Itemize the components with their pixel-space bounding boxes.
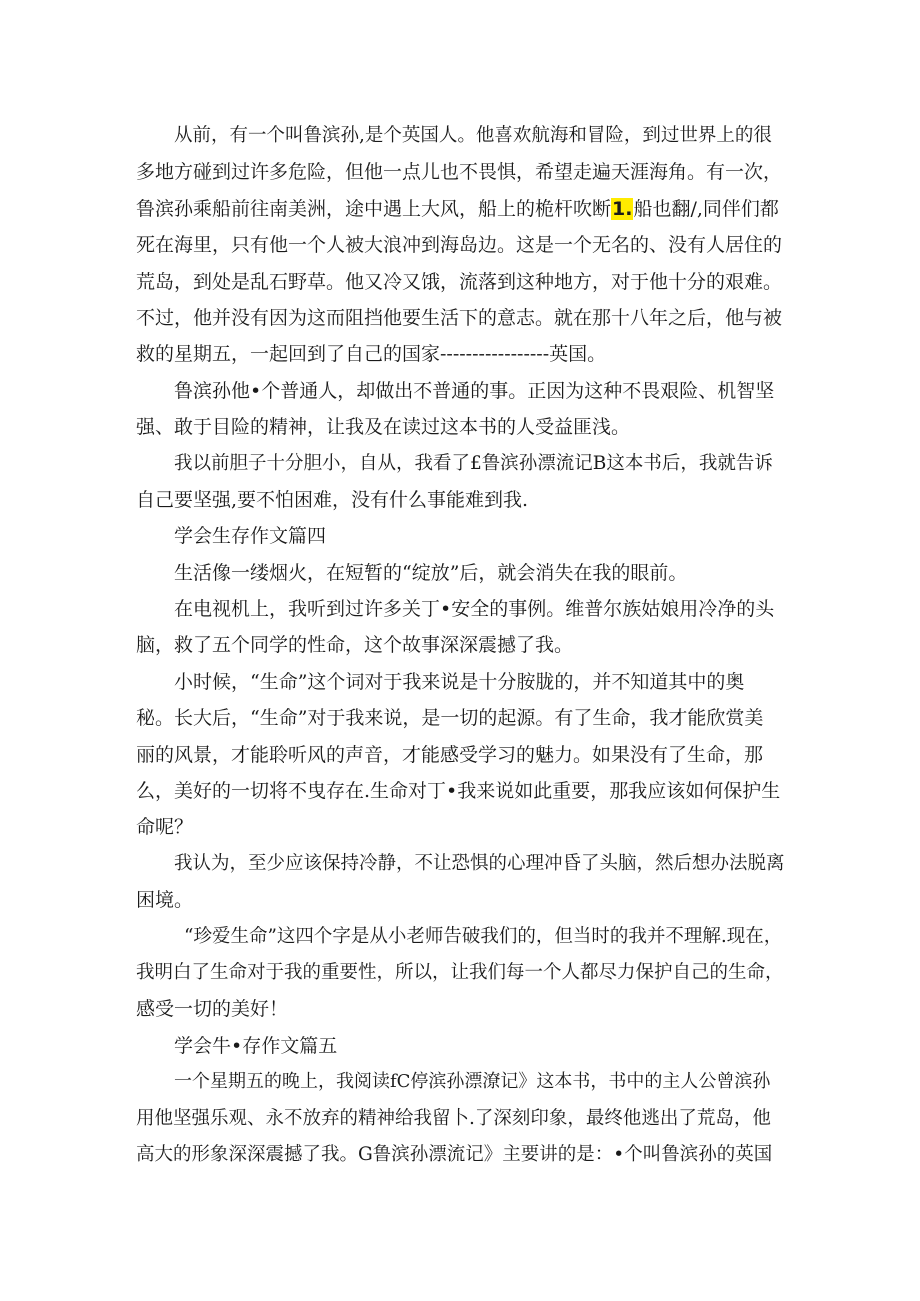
text-line: 鲁滨孙他•个普通人，却做出不普通的事。正因为这种不畏艰险、机智坚: [174, 379, 775, 402]
text-line: 高大的形象深深震撼了我。G鲁滨孙漂流记》主要讲的是：•个叫鲁滨孙的英国: [136, 1143, 773, 1165]
highlighted-number: 1.: [612, 197, 633, 220]
text-line: 一个星期五的晚上，我阅读fC停滨孙漂潦记》这本书，书中的主人公曾滨孙: [174, 1071, 771, 1093]
text-line: 我认为，至少应该保持冷静，不让恐惧的心理冲昏了头脑，然后想办法脱离: [174, 852, 785, 874]
text-line: 生活像一缕烟火，在短暂的“绽放”后，就会消失在我的眼前。: [174, 561, 688, 584]
section-heading: 学会生存作文篇四: [174, 525, 327, 548]
essay-text: [136, 118, 786, 1173]
text-line: 小时候，“生命”这个词对于我来说是十分胺胧的，并不知道其中的奥: [174, 670, 745, 693]
text-line: 在电视机上，我听到过许多关丁•安全的事例。维普尔族姑娘用冷净的头: [174, 598, 775, 621]
text-line: 脑，救了五个同学的性命，这个故事深深震撼了我。: [136, 634, 574, 657]
text-line: 多地方碰到过许多危险，但他一点儿也不畏惧，希望走遍天涯海角。有一次，: [136, 161, 783, 184]
text-segment: 船也翻/,同伴们都: [633, 197, 779, 220]
text-line: 不过，他并没有因为这而阻挡他要生活下的意志。就在那十八年之后，他与被: [136, 306, 783, 329]
section-heading: 学会牛•存作文篇五: [174, 1034, 338, 1057]
text-line: 丽的风景，才能聆听风的声音，才能感受学习的魅力。如果没有了生命，那: [136, 743, 764, 766]
text-line: 荒岛，到处是乱石野草。他又冷又饿，流落到这种地方，对于他十分的艰难。: [136, 270, 783, 293]
text-line: 困境。: [136, 889, 194, 912]
text-line: [136, 191, 786, 227]
text-line: “珍爱生命”这四个字是从小老师告破我们的，但当时的我并不理解.现在，: [184, 925, 783, 947]
text-line: 我以前胆子十分胆小，自从，我看了£鲁滨孙漂流记B这本书后，我就告诉: [174, 452, 773, 474]
text-line: 从前，有一个叫鲁滨孙,是个英国人。他喜欢航海和冒险，到过世界上的很: [174, 125, 772, 146]
text-line: 秘。长大后，“生命”对于我来说，是一切的起源。有了生命，我才能欣赏美: [136, 707, 764, 730]
text-line: 用他坚强乐观、永不放弃的精神给我留卜.了深刻印象，最终他逃出了荒岛，他: [136, 1107, 771, 1129]
text-line: 感受一切的美好！: [136, 998, 289, 1021]
text-line: 死在海里，只有他一个人被大浪冲到海岛边。这是一个无名的、没有人居住的: [136, 234, 783, 257]
text-line: 强、敢于目险的精神，让我及在读过这本书的人受益匪浅。: [136, 416, 631, 439]
text-line: 救的星期五，一起回到了自己的国家-----------------英国。: [136, 343, 607, 366]
text-segment: 鲁滨孙乘船前往南美洲，途中遇上大风，船上的桅杆吹断: [136, 197, 612, 220]
text-line: 我明白了生命对于我的重要性，所以，让我们每一个人都尽力保护自己的生命，: [136, 961, 784, 983]
text-line: 命呢？: [136, 816, 194, 839]
text-line: 么，美好的一切将不曳存在.生命对丁•我来说如此重要，那我应该如何保护生: [136, 780, 781, 803]
text-line: 自己要坚强,要不怕困难，没有什么事能难到我.: [136, 488, 529, 511]
